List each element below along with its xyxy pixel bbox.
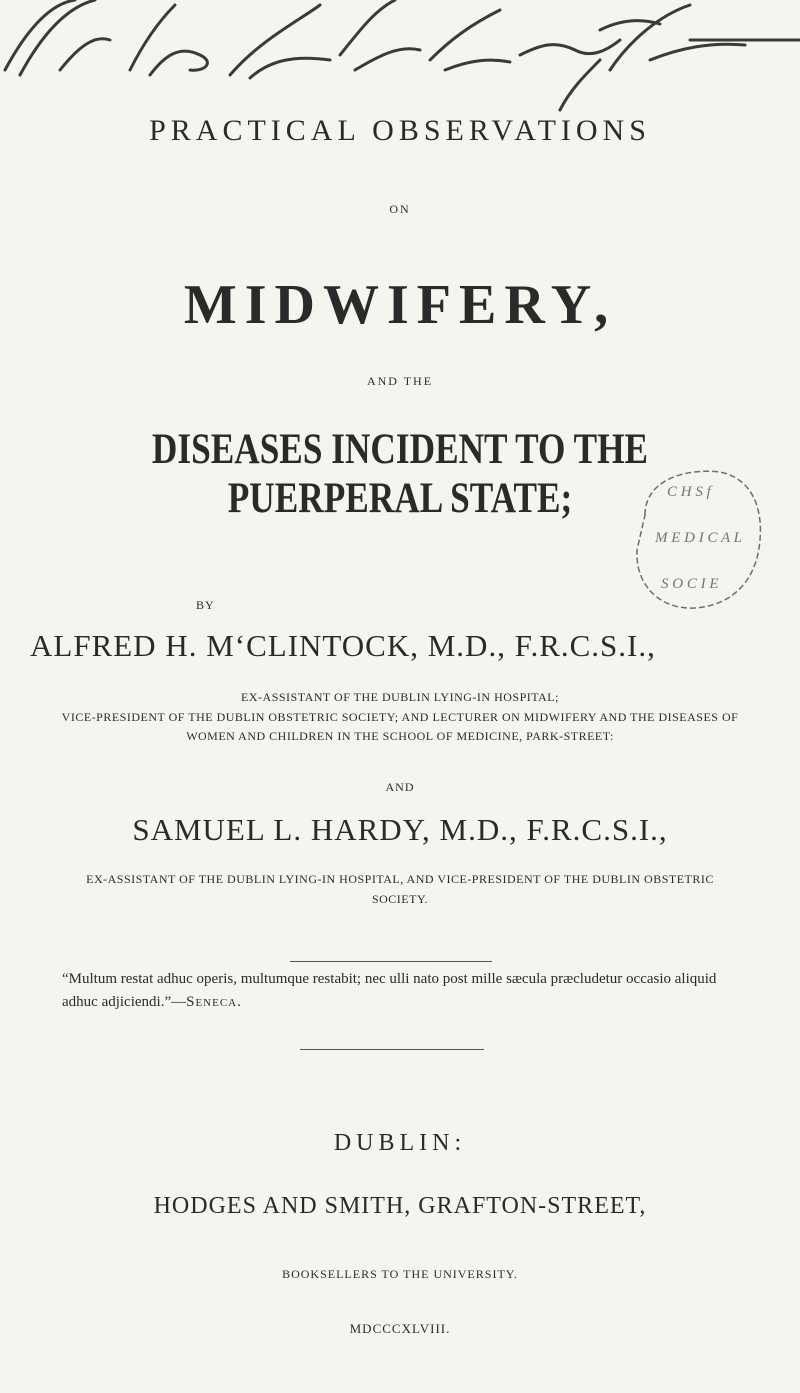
imprint-city: DUBLIN: [333, 1130, 467, 1156]
author-2-credential: SOCIETY. [371, 892, 429, 906]
title-line-practical-observations: PRACTICAL OBSERVATIONS [149, 114, 651, 147]
divider-rule [300, 1049, 484, 1050]
author-1-credential: EX-ASSISTANT OF THE DUBLIN LYING-IN HOSPITAL; [241, 690, 559, 704]
author-2-credential: EX-ASSISTANT OF THE DUBLIN LYING-IN HOSPITAL, AND VICE-PRESIDENT OF THE DUBLIN OBSTETRIC [86, 872, 714, 886]
epigraph-text: “Multum restat adhuc operis, multumque restabit; nec ulli nato post mille sæcula præcludetur occasio aliquid adhuc adjiciendi.”— [62, 971, 717, 1010]
svg-text:S O C I E: S O C I E [661, 576, 719, 592]
imprint-publisher: HODGES AND SMITH, GRAFTON-STREET, [153, 1193, 647, 1219]
svg-text:M E D I C A L: M E D I C A L [655, 530, 742, 546]
author-1-credential: WOMEN AND CHILDREN IN THE SCHOOL OF MEDICINE, PARK-STREET: [186, 729, 614, 743]
title-line-midwifery: MIDWIFERY, [183, 274, 617, 336]
ornamental-flourish [0, 0, 800, 115]
author-2-name: SAMUEL L. HARDY, M.D., F.R.C.S.I., [132, 812, 668, 847]
library-stamp [625, 460, 765, 615]
title-line-and-the: AND THE [366, 374, 434, 388]
epigraph-attribution: Seneca. [186, 994, 242, 1010]
title-line-on: ON [389, 202, 411, 216]
author-1-name: ALFRED H. M‘CLINTOCK, M.D., F.R.C.S.I., [30, 628, 656, 663]
and-label: AND [385, 780, 415, 794]
author-1-credential: VICE-PRESIDENT OF THE DUBLIN OBSTETRIC SOCIETY; AND LECTURER ON MIDWIFERY AND THE DISEASES OF [61, 710, 739, 724]
divider-rule [290, 961, 492, 962]
title-line-diseases: DISEASES INCIDENT TO THE PUERPERAL STATE; [151, 426, 649, 522]
imprint-year: MDCCCXLVIII. [349, 1321, 451, 1336]
by-label: BY [196, 598, 215, 612]
svg-text:C H S f: C H S f [667, 484, 711, 500]
imprint-booksellers: BOOKSELLERS TO THE UNIVERSITY. [282, 1267, 518, 1281]
epigraph [62, 968, 744, 1014]
